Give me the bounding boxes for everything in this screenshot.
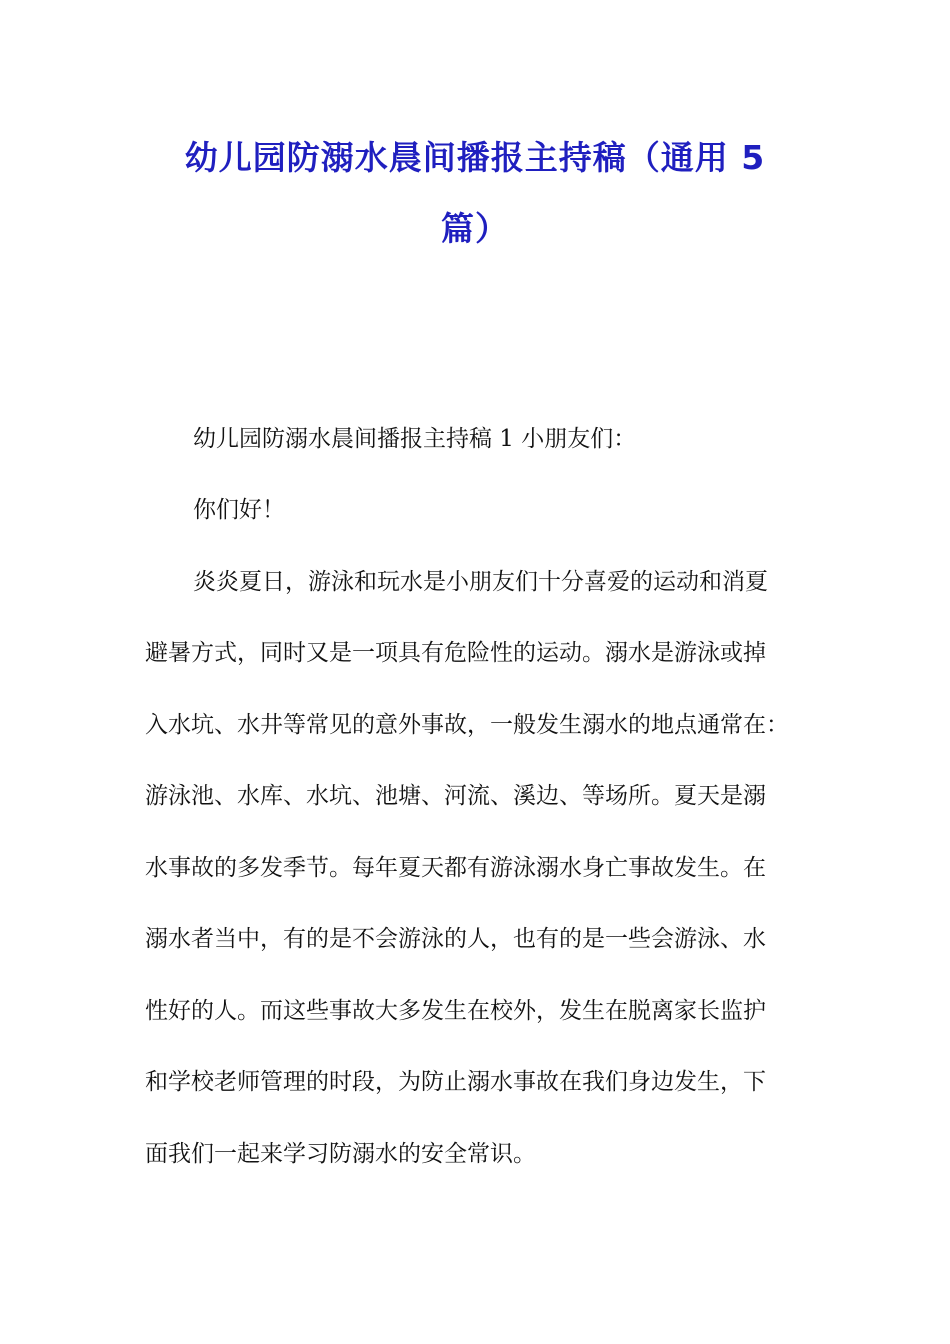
paragraph-line: 水事故的多发季节。每年夏天都有游泳溺水身亡事故发生。在: [145, 855, 766, 881]
paragraph-line: 面我们一起来学习防溺水的安全常识。: [145, 1141, 536, 1167]
paragraph-line: 性好的人。而这些事故大多发生在校外，发生在脱离家长监护: [145, 998, 766, 1024]
paragraph-line: 溺水者当中，有的是不会游泳的人，也有的是一些会游泳、水: [145, 926, 766, 952]
paragraph-line: 炎炎夏日，游泳和玩水是小朋友们十分喜爱的运动和消夏: [193, 569, 768, 595]
paragraph-line: 游泳池、水库、水坑、池塘、河流、溪边、等场所。夏天是溺: [145, 783, 766, 809]
paragraph-line: 避暑方式，同时又是一项具有危险性的运动。溺水是游泳或掉: [145, 640, 766, 666]
document-title-line-2: 篇）: [441, 209, 509, 248]
paragraph-line: 入水坑、水井等常见的意外事故，一般发生溺水的地点通常在：: [145, 712, 789, 738]
paragraph-line-heading: 幼儿园防溺水晨间播报主持稿 1 小朋友们：: [193, 426, 637, 452]
paragraph-line: 和学校老师管理的时段，为防止溺水事故在我们身边发生，下: [145, 1069, 766, 1095]
paragraph-line-greeting: 你们好！: [193, 497, 285, 523]
document-title-line-1: 幼儿园防溺水晨间播报主持稿（通用 5: [184, 138, 766, 177]
